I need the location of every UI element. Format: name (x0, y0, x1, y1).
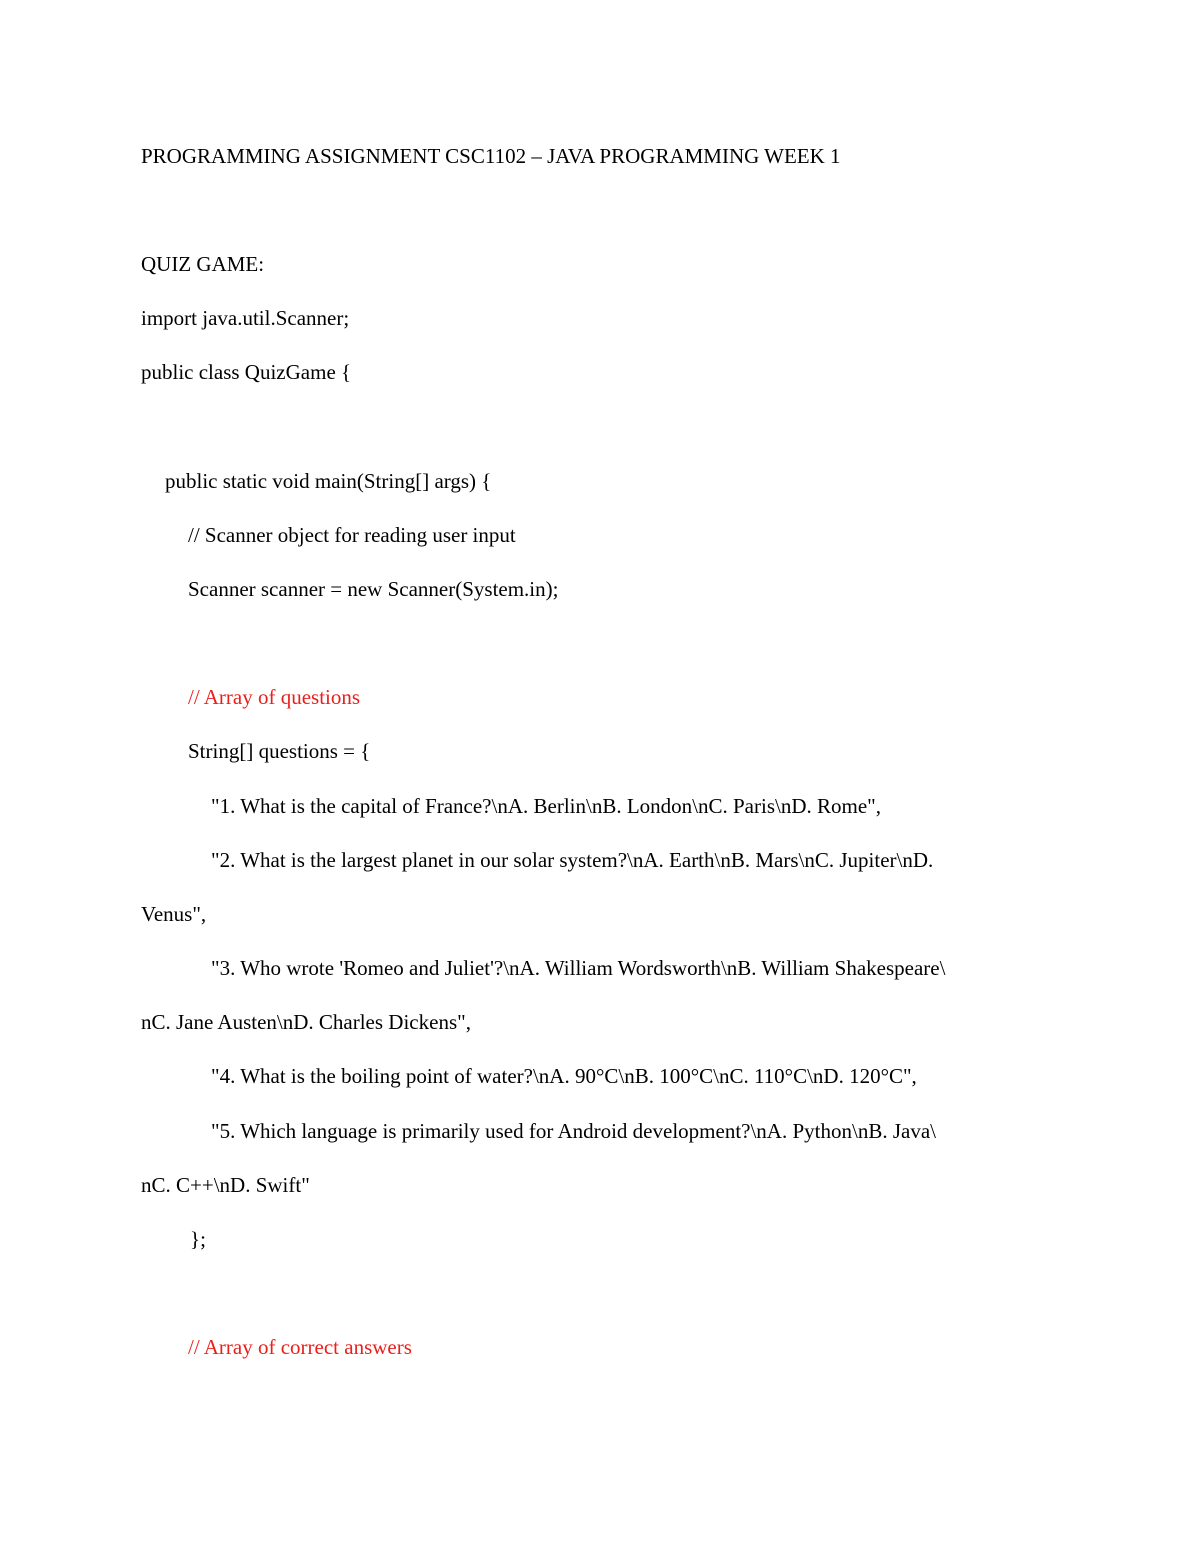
code-line-question-4: "4. What is the boiling point of water?\nA. 90°C\nB. 100°C\nC. 110°C\nD. 120°C", (211, 1064, 917, 1088)
code-line-main-method: public static void main(String[] args) { (165, 469, 492, 493)
code-line-question-3-wrap: nC. Jane Austen\nD. Charles Dickens", (141, 1010, 471, 1034)
document-heading: PROGRAMMING ASSIGNMENT CSC1102 – JAVA PROGRAMMING WEEK 1 (141, 144, 841, 168)
code-line-question-1: "1. What is the capital of France?\nA. Berlin\nB. London\nC. Paris\nD. Rome", (211, 794, 881, 818)
section-title: QUIZ GAME: (141, 252, 265, 276)
code-line-class-declaration: public class QuizGame { (141, 360, 352, 384)
code-line-questions-array: String[] questions = { (188, 739, 371, 763)
code-line-question-5: "5. Which language is primarily used for Android development?\nA. Python\nB. Java\ (211, 1119, 936, 1143)
code-comment-answers: // Array of correct answers (188, 1335, 412, 1359)
code-line-question-2-wrap: Venus", (141, 902, 207, 926)
code-line-question-2: "2. What is the largest planet in our solar system?\nA. Earth\nB. Mars\nC. Jupiter\nD. (211, 848, 934, 872)
code-line-question-5-wrap: nC. C++\nD. Swift" (141, 1173, 310, 1197)
code-comment-questions: // Array of questions (188, 685, 361, 709)
code-line-question-3: "3. Who wrote 'Romeo and Juliet'?\nA. William Wordsworth\nB. William Shakespeare\ (211, 956, 946, 980)
code-line-array-close: }; (190, 1227, 206, 1251)
code-line-import: import java.util.Scanner; (141, 306, 350, 330)
code-line-scanner-init: Scanner scanner = new Scanner(System.in); (188, 577, 559, 601)
code-line-scanner-comment: // Scanner object for reading user input (188, 523, 516, 547)
